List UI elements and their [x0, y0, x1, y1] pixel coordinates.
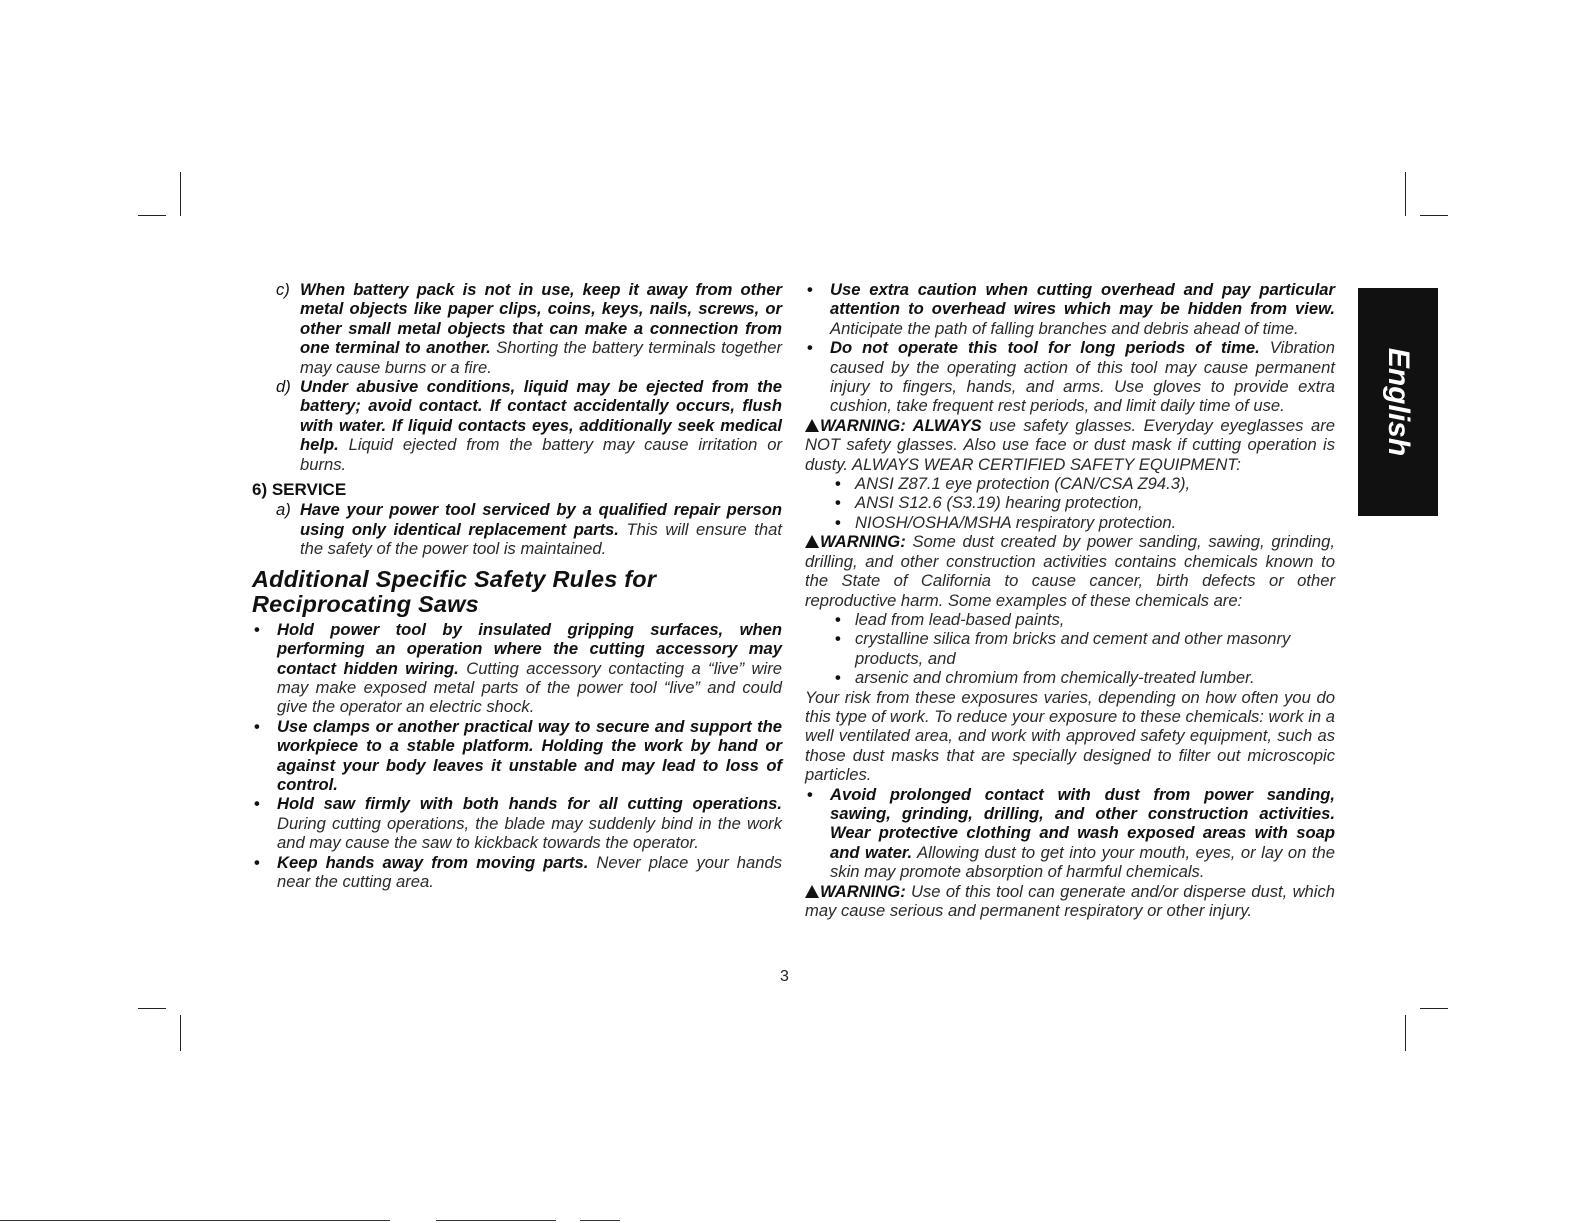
- rule-bold-text: Have your power tool serviced by a qualified repair person using only identical replacement parts.: [300, 500, 782, 539]
- rule-body-text: Never place your hands near the cutting area.: [277, 852, 782, 891]
- list-item: [252, 853, 782, 892]
- crop-mark: [138, 1008, 166, 1009]
- rule-bold-text: Under abusive conditions, liquid may be ejected from the battery; avoid contact. If contact accidentally occurs, flush with water. If liquid contacts eyes, additionally seek medical help.: [300, 377, 782, 455]
- rule-bold-text: Avoid prolonged contact with dust from power sanding, sawing, grinding, drilling, and other construction activities. Wear protective clothing and wash exposed areas with soap and water.: [830, 784, 1335, 862]
- warning-icon: [805, 535, 819, 548]
- crop-mark: [1420, 1008, 1448, 1009]
- warning-icon: [805, 885, 819, 898]
- list-item: [252, 717, 782, 795]
- item-marker: a): [276, 500, 291, 520]
- list-item: [252, 620, 782, 717]
- list-item: [805, 280, 1335, 338]
- rule-body-text: Anticipate the path of falling branches and debris ahead of time.: [830, 318, 1299, 338]
- rule-body-text: During cutting operations, the blade may suddenly bind in the work and may cause the saw to kickback towards the operator.: [277, 813, 782, 853]
- crop-mark: [180, 1015, 181, 1051]
- warning-block: [805, 882, 1335, 921]
- rule-bold-text: Keep hands away from moving parts.: [277, 852, 589, 872]
- list-item: [805, 785, 1335, 882]
- list-item: [805, 513, 1335, 532]
- list-item-text: crystalline silica from bricks and cement and other masonry products, and: [855, 629, 1291, 668]
- rule-item-a: [252, 500, 782, 558]
- list-item-text: lead from lead-based paints,: [855, 609, 1065, 629]
- bullet-icon: •: [835, 512, 841, 532]
- list-item: [805, 668, 1335, 687]
- warning-block: [805, 416, 1335, 474]
- left-column: [252, 280, 782, 891]
- page-number: 3: [780, 968, 789, 985]
- bullet-icon: •: [835, 629, 841, 649]
- rule-body-text: Cutting accessory contacting a “live” wire may make exposed metal parts of the power tool “live” and could give the operator an electric shock.: [277, 658, 782, 717]
- warning-icon: [805, 419, 819, 432]
- divider: [580, 1220, 620, 1221]
- warning-text: Use of this tool can generate and/or disperse dust, which may cause serious and permanent respiratory or other injury.: [805, 881, 1335, 920]
- rule-bold-text: Do not operate this tool for long periods of time.: [830, 338, 1260, 358]
- bullet-icon: •: [835, 474, 841, 494]
- rule-bold-text: Use clamps or another practical way to secure and support the workpiece to a stable platform. Holding the work by hand or against your body leaves it unstable and may lead to loss of control.: [277, 716, 782, 794]
- divider: [436, 1220, 556, 1221]
- section-title-service: 6) SERVICE: [252, 480, 347, 500]
- bullet-icon: •: [807, 784, 813, 804]
- rule-body-text: Vibration caused by the operating action of this tool may cause permanent injury to fingers, hands, and arms. Use gloves to provide extra cushion, take frequent rest periods, and limit daily time of use.: [830, 338, 1335, 416]
- warning-text: use safety glasses. Everyday eyeglasses are NOT safety glasses. Also use face or dust mask if cutting operation is dusty. ALWAYS WEAR CERTIFIED SAFETY EQUIPMENT:: [805, 415, 1335, 474]
- list-item-text: ANSI Z87.1 eye protection (CAN/CSA Z94.3),: [855, 474, 1191, 494]
- warning-label: WARNING:: [820, 881, 906, 901]
- right-column: [805, 280, 1335, 920]
- warning-text: Some dust created by power sanding, sawing, grinding, drilling, and other construction activities contains chemicals known to the State of California to cause cancer, birth defects or other reproductive harm. Some examples of these chemicals are:: [805, 532, 1335, 610]
- bullet-icon: •: [254, 716, 260, 736]
- list-item: [805, 474, 1335, 493]
- bullet-icon: •: [807, 280, 813, 299]
- crop-mark: [138, 215, 166, 216]
- rule-bold-text: When battery pack is not in use, keep it away from other metal objects like paper clips, coins, keys, nails, screws, or other small metal objects that can make a connection from one terminal to another.: [300, 280, 782, 358]
- bullet-icon: •: [807, 338, 813, 358]
- item-marker: c): [276, 280, 290, 299]
- divider: [0, 1220, 390, 1221]
- rule-bold-text: Hold power tool by insulated gripping surfaces, when performing an operation where the cutting accessory may contact hidden wiring.: [277, 619, 782, 678]
- warning-label: WARNING:: [820, 532, 906, 552]
- warning-label: WARNING: ALWAYS: [820, 415, 982, 435]
- language-tab-label: English: [1382, 347, 1415, 457]
- section-heading: Additional Specific Safety Rules for Reciprocating Saws: [252, 565, 657, 617]
- crop-mark: [180, 172, 181, 216]
- rule-bold-text: Hold saw firmly with both hands for all cutting operations.: [277, 794, 782, 814]
- list-item-text: ANSI S12.6 (S3.19) hearing protection,: [855, 493, 1143, 513]
- bullet-icon: •: [835, 668, 841, 688]
- bullet-icon: •: [254, 794, 260, 814]
- rule-body-text: Allowing dust to get into your mouth, eyes, or lay on the skin may promote absorption of harmful chemicals.: [830, 842, 1335, 882]
- warning-block: [805, 532, 1335, 610]
- bullet-icon: •: [835, 609, 841, 629]
- crop-mark: [1420, 215, 1448, 216]
- bullet-icon: •: [835, 493, 841, 513]
- list-item: [805, 610, 1335, 629]
- crop-mark: [1405, 1015, 1406, 1051]
- list-item: [805, 493, 1335, 512]
- rule-body-text: Shorting the battery terminals together may cause burns or a fire.: [300, 338, 782, 377]
- rule-item-d: [252, 377, 782, 474]
- rule-bold-text: Use extra caution when cutting overhead and pay particular attention to overhead wires which may be hidden from view.: [830, 280, 1335, 319]
- crop-mark: [1405, 172, 1406, 216]
- list-item-text: NIOSH/OSHA/MSHA respiratory protection.: [855, 512, 1177, 532]
- list-item: [252, 794, 782, 852]
- risk-text: Your risk from these exposures varies, depending on how often you do this type of work. To reduce your exposure to these chemicals: work in a well ventilated area, and work with approved safety equipment, such as those dust masks that are specially designed to filter out microscopic particles.: [805, 687, 1335, 785]
- risk-paragraph: [805, 688, 1335, 785]
- rule-item-c: [252, 280, 782, 377]
- item-marker: d): [276, 377, 291, 397]
- list-item: [805, 338, 1335, 416]
- bullet-icon: •: [254, 852, 260, 872]
- rule-body-text: This will ensure that the safety of the power tool is maintained.: [300, 519, 782, 559]
- bullet-icon: •: [254, 619, 260, 639]
- list-item: [805, 629, 1335, 668]
- rule-body-text: Liquid ejected from the battery may cause irritation or burns.: [300, 435, 782, 474]
- language-tab: [1358, 288, 1438, 516]
- list-item-text: arsenic and chromium from chemically-treated lumber.: [855, 668, 1255, 688]
